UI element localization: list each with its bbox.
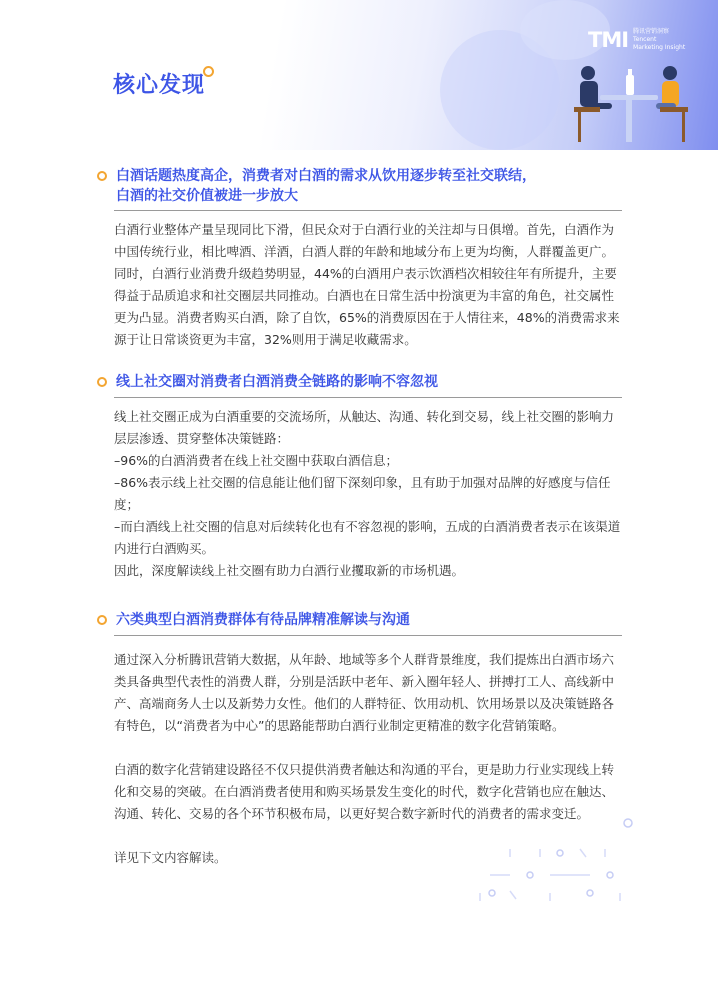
logo-line: Marketing Insight (633, 44, 686, 51)
divider (114, 635, 622, 636)
paragraph: 线上社交圈正成为白酒重要的交流场所，从触达、沟通、转化到交易，线上社交圈的影响力层层渗透、贯穿整体决策链路： (114, 409, 615, 446)
section-title-line: 白酒的社交价值被进一步放大 (116, 188, 298, 204)
paragraph: 因此，深度解读线上社交圈有助力白酒行业攫取新的市场机遇。 (114, 563, 465, 578)
paragraph: 通过深入分析腾讯营销大数据，从年龄、地域等多个人群背景维度，我们提炼出白酒市场六类具备典型代表性的消费人群，分别是活跃中老年、新入圈年轻人、拼搏打工人、高线新中产、高端商务人士以及新势力女性。他们的人群特征、饮用动机、饮用场景以及决策链路各有特色，以“消费者为中心”的思路能帮助白酒行业制定更精准的数字化营销策略。 (114, 652, 615, 733)
circle-bullet-icon (97, 171, 107, 181)
section-body (114, 219, 626, 351)
section-heading (97, 372, 622, 392)
section-title (116, 166, 536, 206)
section-title-line: 线上社交圈对消费者白酒消费全链路的影响不容忽视 (116, 374, 438, 390)
tmi-logo (588, 28, 685, 52)
logo-line: 腾讯营销洞察 (633, 28, 670, 35)
logo-mark: TMI (588, 28, 629, 52)
section-heading (97, 166, 622, 206)
decorative-dots (470, 815, 640, 905)
section-body (114, 406, 626, 582)
paragraph: –96%的白酒消费者在线上社交圈中获取白酒信息； (114, 453, 399, 468)
section-heading (97, 610, 622, 630)
circle-icon (203, 66, 214, 77)
paragraph: 白酒行业整体产量呈现同比下滑，但民众对于白酒行业的关注却与日俱增。首先，白酒作为中国传统行业，相比啤酒、洋酒，白酒人群的年龄和地域分布上更为均衡，人群覆盖更广。同时，白酒行业消费升级趋势明显，44%的白酒用户表示饮酒档次相较往年有所提升，主要得益于品质追求和社交圈层共同推动。白酒也在日常生活中扮演更为丰富的角色，社交属性更为凸显。消费者购买白酒，除了自饮，65%的消费原因在于人情往来，48%的消费需求来源于让日常谈资更为丰富，32%则用于满足收藏需求。 (114, 222, 620, 347)
divider (114, 397, 622, 398)
logo-line: Tencent (633, 36, 657, 43)
paragraph: –而白酒线上社交圈的信息对后续转化也有不容忽视的影响，五成的白酒消费者表示在该渠道内进行白酒购买。 (114, 519, 621, 556)
section-title (116, 372, 438, 392)
page-title: 核心发现 (113, 73, 206, 98)
paragraph: 详见下文内容解读。 (114, 850, 227, 865)
section-title (116, 610, 410, 630)
paragraph: 白酒的数字化营销建设路径不仅只提供消费者触达和沟通的平台，更是助力行业实现线上转化和交易的突破。在白酒消费者使用和购买场景发生变化的时代，数字化营销也应在触达、沟通、转化、交易的各个环节积极布局，以更好契合数字新时代的消费者的需求变迁。 (114, 762, 615, 821)
divider (114, 210, 622, 211)
section-title-line: 白酒话题热度高企，消费者对白酒的需求从饮用逐步转至社交联结， (116, 168, 536, 184)
paragraph: –86%表示线上社交圈的信息能让他们留下深刻印象，且有助于加强对品牌的好感度与信任度； (114, 475, 611, 512)
people-drinking-illustration (560, 55, 700, 145)
section-title-line: 六类典型白酒消费群体有待品牌精准解读与沟通 (116, 612, 410, 628)
logo-text (633, 28, 685, 52)
circle-bullet-icon (97, 377, 107, 387)
circle-bullet-icon (97, 615, 107, 625)
